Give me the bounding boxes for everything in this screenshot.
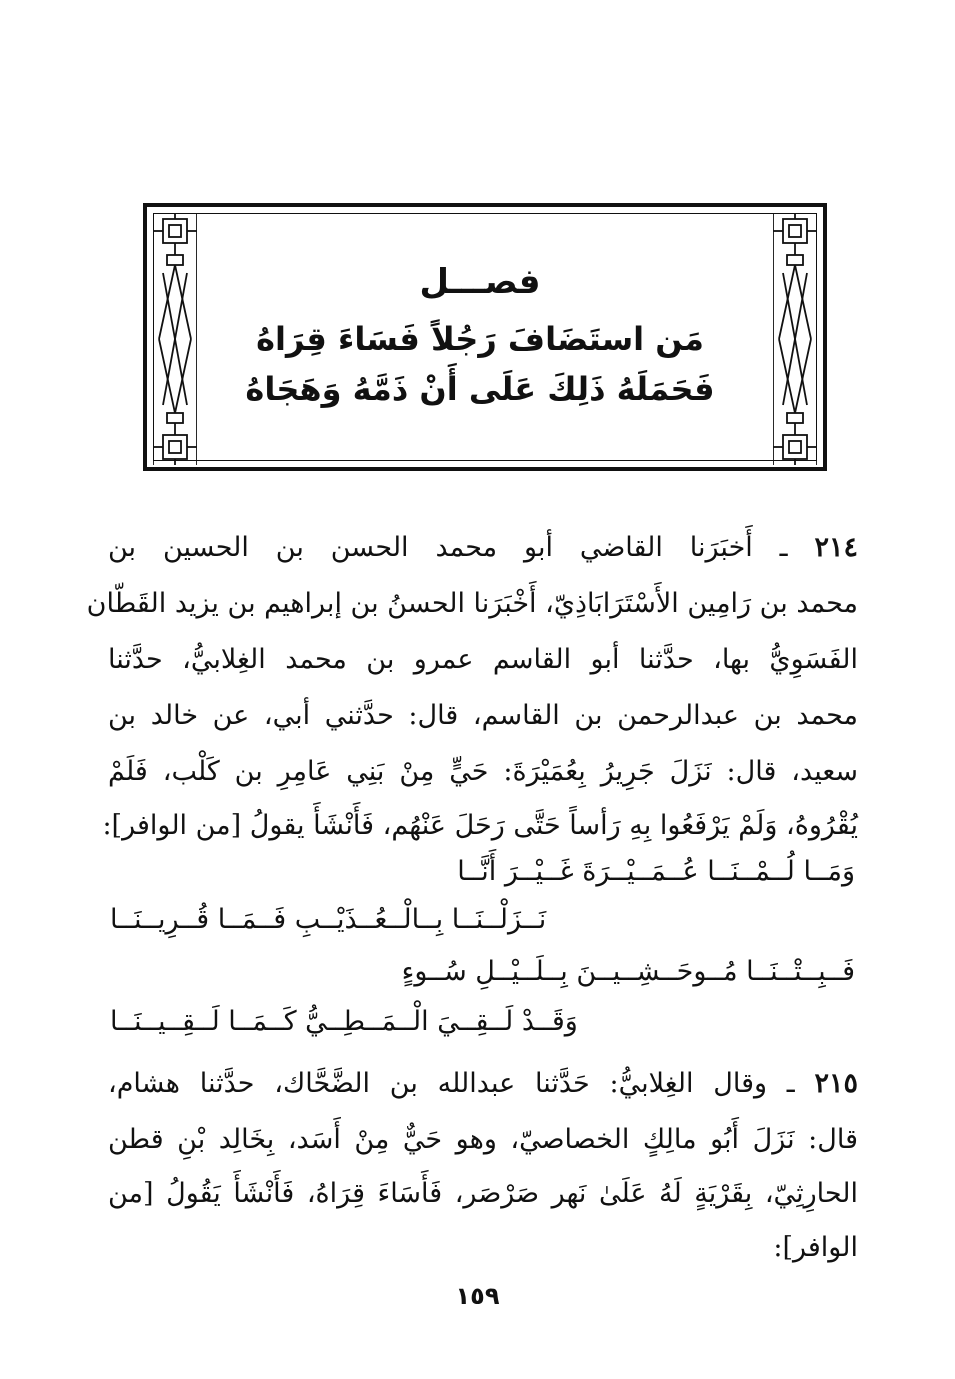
entry-215-line-4: الوافر]: (773, 1232, 858, 1263)
page-number: ١٥٩ (455, 1282, 500, 1310)
verse-214-1: وَمَــا لُــمْــنَــا عُــمَــيْــرَةَ غَــيْــرَ أَنَّــا (457, 856, 855, 887)
frame-ornament-right (773, 213, 817, 465)
entry-215-line-3: الحارِثِيّ، بِقَرْيَةٍ لَهُ عَلَىٰ نَهر صَرْصَر، فَأَسَاءَ قِرَاهُ، فَأَنْشَأَ يَقُولُ [من (108, 1178, 858, 1209)
entry-214-line-1 (108, 528, 858, 568)
entry-214-line-5: سعيد، قال: نَزَلَ جَرِيرُ بِعُمَيْرَةَ: حَيٍّ مِنْ بَنِي عَامِرِ بن كَلْب، فَلَمْ (108, 756, 858, 787)
entry-215-number: ٢١٥ (814, 1068, 858, 1099)
frame-ornament-left (153, 213, 197, 465)
verse-214-2: نَــزَلْــنَــا بِــالْــعُــذَيْــبِ فَــمَــا قُــرِيــنَــا (110, 904, 547, 935)
entry-214-line-2: محمد بن رَامِين الأَسْتَرَابَاذِيّ، أَخْبَرَنا الحسنُ بن إبراهيم بن يزيد القَطّان (86, 588, 858, 619)
verse-214-4: وَقَــدْ لَــقِــيَ الْــمَــطِــيُّ كَــمَــا لَــقِــيــنَــا (110, 1006, 578, 1037)
section-subtitle-line-2: فَحَمَلَهُ ذَلِكَ عَلَى أَنْ ذَمَّهُ وَهَجَاهُ (245, 370, 715, 408)
entry-214-line-3: الفَسَوِيُّ بها، حدَّثنا أبو القاسم عمرو بن محمد الغِلابيُّ، حدَّثنا (108, 644, 858, 675)
entry-214-number: ٢١٤ (814, 532, 858, 563)
entry-215-line-2: قال: نَزَلَ أَبُو مالِكٍ الخصاصيّ، وهو حَيٌّ مِنْ أَسَد، بِخَالِد بْنِ قطن (108, 1124, 858, 1155)
entry-214-text: ـ أَخبَرَنا القاضي أبو محمد الحسن بن الحسين بن (108, 532, 788, 563)
entry-215-text: ـ وقال الغِلابيُّ: حَدَّثنا عبدالله بن الضَّحَّاك، حدَّثنا هشام، (108, 1068, 795, 1099)
entry-214-line-4: محمد بن عبدالرحمن بن القاسم، قال: حدَّثني أبي، عن خالد بن (108, 700, 858, 731)
verse-214-3: فَــبِــتْــنَــا مُــوحَــشِــيــنَ بِــلَــيْــلِ سُــوءٍ (401, 956, 855, 987)
section-title: فصـــل (419, 262, 541, 302)
entry-214-line-6: يُقْرُوهُ، وَلَمْ يَرْفَعُوا بِهِ رَأساً حَتَّى رَحَلَ عَنْهُم، فَأَنْشَأَ يقولُ [من الوافر]: (102, 810, 858, 841)
section-subtitle-line-1: مَن استَضَافَ رَجُلاً فَسَاءَ قِرَاهُ (256, 320, 704, 358)
entry-215-line-1 (108, 1064, 858, 1104)
